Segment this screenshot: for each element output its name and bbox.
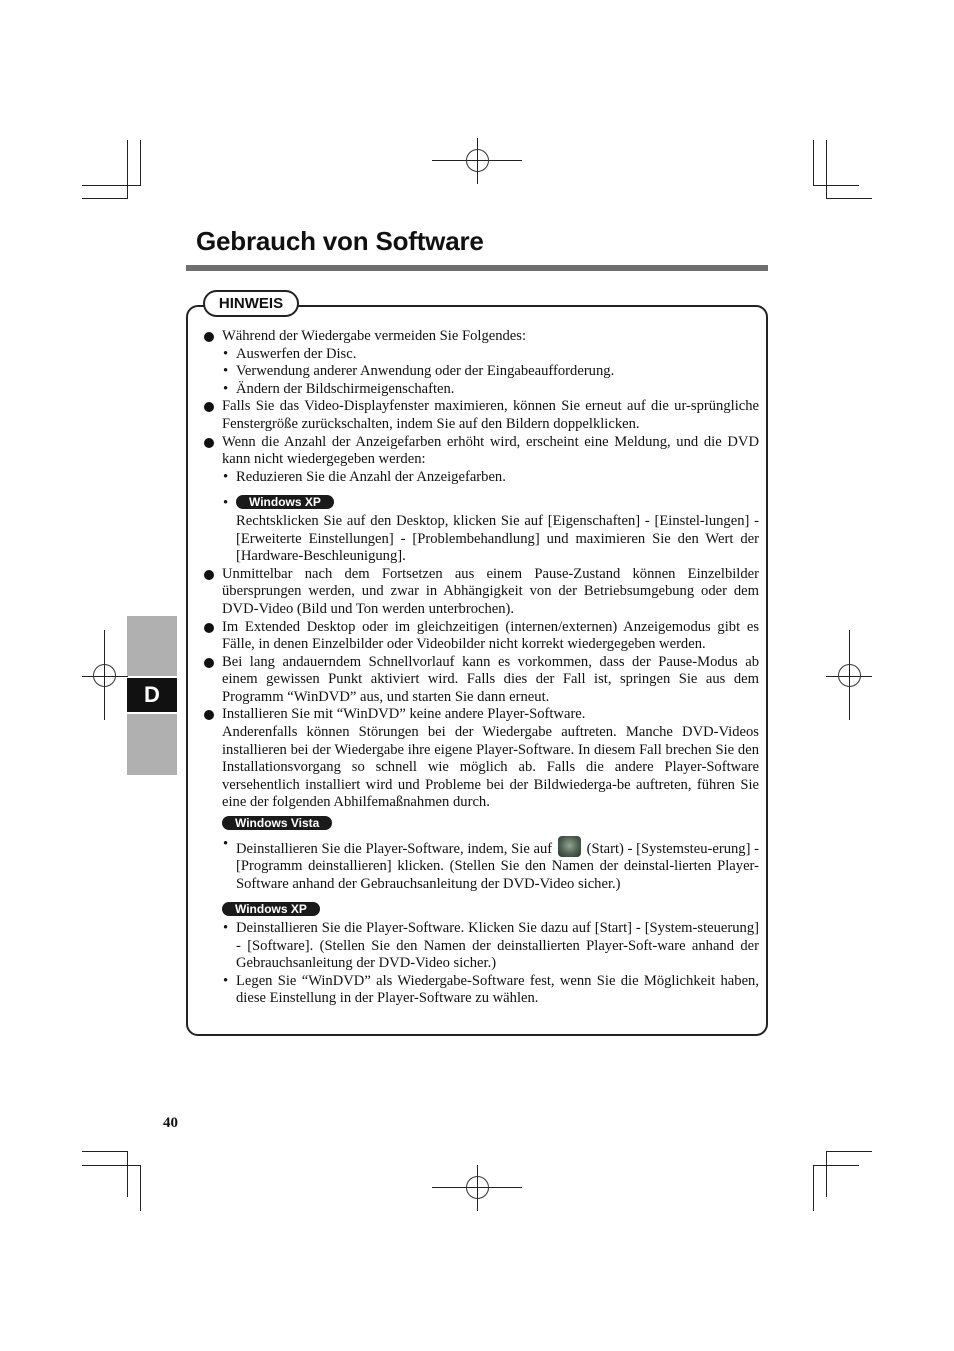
list-item	[203, 654, 759, 707]
sub-item: • Deinstallieren Sie die Player-Software. Klicken Sie dazu auf [Start] - [System-steuerung] - [Software]. (Stellen Sie den Namen der deinstallierten Player-Soft-ware anhand der Gebrauchsanleitung der DVD-Video sicher.)	[223, 920, 759, 972]
bullet-dot-icon	[204, 623, 214, 633]
note-content	[203, 328, 759, 1008]
page-title: Gebrauch von Software	[196, 226, 484, 256]
note-label: HINWEIS	[203, 290, 299, 317]
bullet-icon: •	[223, 835, 229, 852]
bullet-dot-icon	[204, 402, 214, 412]
crop-mark	[82, 185, 141, 186]
item-text: Installieren Sie mit “WinDVD” keine andere Player-Software.	[222, 706, 586, 723]
crop-mark	[127, 1151, 128, 1197]
bullet-dot-icon	[204, 332, 214, 342]
bullet-icon: •	[223, 345, 229, 362]
sub-item: • Legen Sie “WinDVD” als Wiedergabe-Software fest, wenn Sie die Möglichkeit haben, diese Einstellung in der Player-Software zu wählen.	[223, 972, 759, 1007]
windows-start-icon	[558, 836, 581, 857]
windows-xp-badge: Windows XP	[236, 495, 334, 509]
windows-vista-badge: Windows Vista	[222, 816, 332, 830]
list-item	[203, 566, 759, 619]
list-item	[203, 328, 759, 398]
crop-mark	[127, 140, 128, 199]
side-tab-block	[127, 714, 177, 775]
bullet-icon: •	[223, 468, 229, 485]
title-rule	[186, 265, 768, 271]
list-item	[203, 434, 759, 566]
registration-mark	[466, 1176, 489, 1199]
crop-mark	[140, 140, 141, 186]
sub-item-text: Rechtsklicken Sie auf den Desktop, klicken Sie auf [Eigenschaften] - [Einstel-lungen] - [Erweiterte Einstellungen] - [Problembehandlung] und maximieren Sie den Wert der [Hardware-Beschleunigung].	[236, 512, 759, 565]
page-number: 40	[163, 1115, 178, 1131]
side-tab-block	[127, 616, 177, 676]
sub-item	[222, 495, 759, 565]
side-tab: D	[127, 678, 177, 712]
sub-item: • Ändern der Bildschirmeigenschaften.	[223, 380, 455, 397]
crop-mark	[826, 140, 827, 199]
sub-item: • Auswerfen der Disc.	[223, 345, 357, 362]
item-text: Bei lang andauerndem Schnellvorlauf kann es vorkommen, dass der Pause-Modus ab einem gewissen Punkt aktiviert wird. Falls dies der Fall ist, springen Sie aus dem Programm “WinDVD” aus, und starten Sie dann erneut.	[222, 653, 759, 705]
bullet-dot-icon	[204, 658, 214, 668]
bullet-icon: •	[223, 972, 229, 989]
list-item	[203, 619, 759, 654]
sub-item: • Verwendung anderer Anwendung oder der Eingabeaufforderung.	[223, 363, 615, 380]
crop-mark	[813, 1165, 859, 1166]
crop-mark	[813, 140, 814, 186]
windows-xp-badge: Windows XP	[222, 902, 320, 916]
list-item	[203, 398, 759, 433]
sub-item: • Deinstallieren Sie die Player-Software, indem, Sie auf (Start) - [Systemsteu-erung] - [Programm deinstallieren] klicken. (Stellen Sie den Namen der deinstal-lierten Player-Software anhand der Gebrauchsanleitung der DVD-Video sicher.)	[223, 835, 760, 892]
crop-mark	[826, 198, 872, 199]
crop-mark	[826, 1151, 827, 1197]
crop-mark	[82, 1165, 141, 1166]
crop-mark	[826, 1151, 872, 1152]
item-text: Im Extended Desktop oder im gleichzeitigen (internen/externen) Anzeigemodus gibt es Fälle, in denen Einzelbilder oder Videobilder nicht korrekt wiedergegeben werden.	[222, 618, 759, 653]
crop-mark	[82, 1151, 128, 1152]
crop-mark	[82, 198, 128, 199]
item-text: Wenn die Anzahl der Anzeigefarben erhöht wird, erscheint eine Meldung, und die DVD kann nicht wiedergegeben werden:	[222, 433, 759, 468]
item-text: Falls Sie das Video-Displayfenster maximieren, können Sie erneut auf die ur-sprüngliche Fenstergröße zurückschalten, indem Sie auf den Bildern doppelklicken.	[222, 398, 759, 432]
bullet-icon: •	[223, 495, 229, 512]
crop-mark	[140, 1165, 141, 1211]
bullet-dot-icon	[204, 710, 214, 720]
registration-mark	[838, 664, 861, 687]
bullet-dot-icon	[204, 570, 214, 580]
item-text: Anderenfalls können Störungen bei der Wiedergabe auftreten. Manche DVD-Videos installieren bei der Wiedergabe ihre eigene Player-Software. In diesem Fall brechen Sie den Installationsvorgang so schnell wie möglich ab. Falls die andere Player-Software versehentlich installiert wird und Probleme bei der Bildwiederga-be auftreten, führen Sie eine der folgenden Abhilfemaßnahmen durch.	[222, 724, 759, 811]
item-text: Unmittelbar nach dem Fortsetzen aus einem Pause-Zustand können Einzelbilder übersprungen werden, und zwar in Abhängigkeit von der Betriebsumgebung oder dem DVD-Video (Bild und Ton werden unterbrochen).	[222, 565, 759, 617]
bullet-icon: •	[223, 380, 229, 397]
bullet-icon: •	[223, 363, 229, 380]
crop-mark	[813, 1165, 814, 1211]
item-text: Während der Wiedergabe vermeiden Sie Folgendes:	[222, 328, 527, 344]
crop-mark	[813, 185, 859, 186]
bullet-dot-icon	[204, 438, 214, 448]
bullet-icon: •	[223, 920, 229, 936]
list-item	[203, 706, 759, 1008]
sub-item: • Reduzieren Sie die Anzahl der Anzeigefarben.	[223, 468, 506, 485]
registration-mark	[466, 149, 489, 172]
registration-mark	[93, 664, 116, 687]
